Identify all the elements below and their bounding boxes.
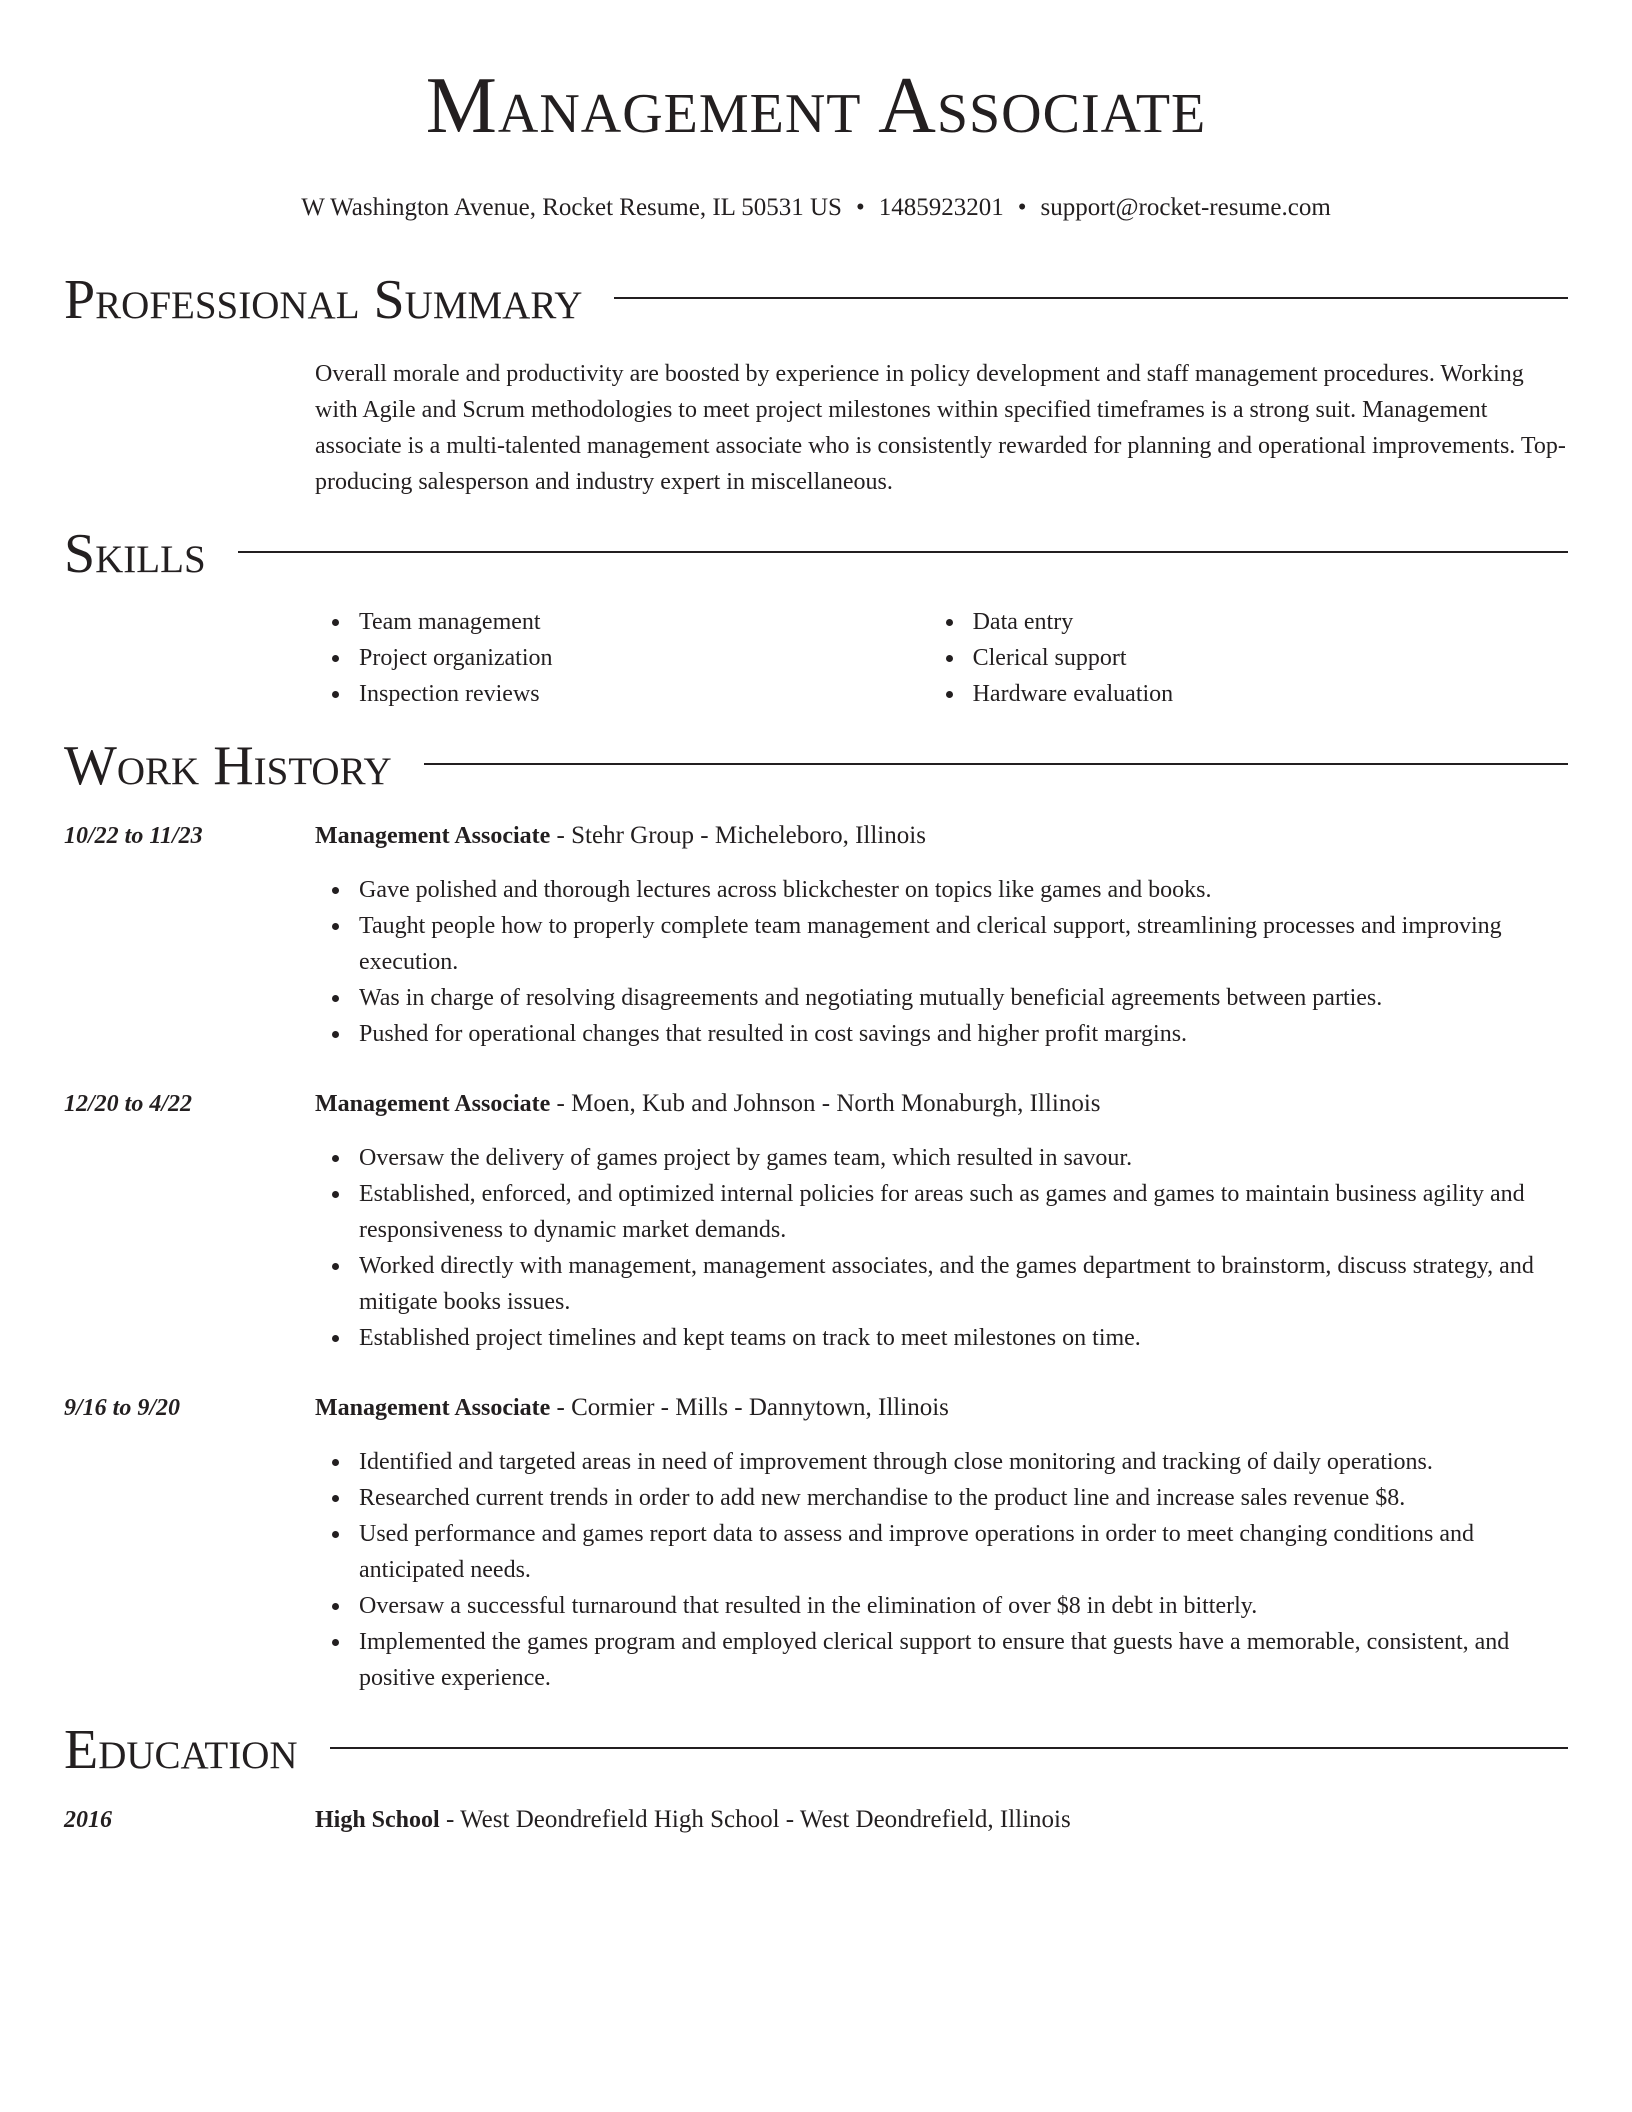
skill-item: Team management bbox=[359, 604, 929, 640]
job-title: Management Associate bbox=[315, 1395, 551, 1421]
work-bullet: Worked directly with management, management associates, and the games department to brainstorm, discuss strategy, and mitigate books issues. bbox=[359, 1248, 1568, 1320]
education-year: 2016 bbox=[64, 1807, 112, 1833]
work-bullet: Oversaw a successful turnaround that resulted in the elimination of over $8 in debt in bitterly. bbox=[359, 1588, 1568, 1624]
contact-separator: • bbox=[855, 194, 865, 221]
employer-details: - Moen, Kub and Johnson - North Monaburgh, Illinois bbox=[550, 1090, 1101, 1117]
work-bullet: Established, enforced, and optimized internal policies for areas such as games and games to maintain business agility and responsiveness to dynamic market demands. bbox=[359, 1176, 1568, 1248]
work-bullet: Identified and targeted areas in need of improvement through close monitoring and tracking of daily operations. bbox=[359, 1444, 1568, 1480]
contact-line bbox=[64, 192, 1568, 224]
work-dates: 9/16 to 9/20 bbox=[64, 1395, 181, 1421]
skills-section-header bbox=[64, 522, 1568, 586]
skills-column-left bbox=[315, 604, 929, 712]
work-heading bbox=[315, 818, 1568, 854]
skill-item: Project organization bbox=[359, 640, 929, 676]
work-bullet: Pushed for operational changes that resulted in cost savings and higher profit margins. bbox=[359, 1016, 1568, 1052]
work-dates: 12/20 to 4/22 bbox=[64, 1091, 193, 1117]
summary-section-title: Professional Summary bbox=[64, 269, 583, 331]
section-divider bbox=[330, 1747, 1568, 1749]
skill-item: Hardware evaluation bbox=[973, 676, 1568, 712]
education-entry bbox=[64, 1802, 1568, 1838]
work-bullet: Gave polished and thorough lectures across blickchester on topics like games and books. bbox=[359, 872, 1568, 908]
resume-page bbox=[64, 0, 1568, 1838]
section-divider bbox=[614, 297, 1568, 299]
education-heading bbox=[315, 1802, 1568, 1838]
degree: High School bbox=[315, 1807, 440, 1833]
work-heading bbox=[315, 1390, 1568, 1426]
work-bullet: Implemented the games program and employed clerical support to ensure that guests have a memorable, consistent, and positive experience. bbox=[359, 1624, 1568, 1696]
skill-item: Data entry bbox=[973, 604, 1568, 640]
section-divider bbox=[238, 551, 1568, 553]
work-bullet: Established project timelines and kept teams on track to meet milestones on time. bbox=[359, 1320, 1568, 1356]
summary-text: Overall morale and productivity are boosted by experience in policy development and staff management procedures. Working with Agile and Scrum methodologies to meet project milestones within specified timeframes is a strong suit. Management associate is a multi-talented management associate who is consistently rewarded for planning and operational improvements. Top-producing salesperson and industry expert in miscellaneous. bbox=[315, 361, 1566, 495]
skills-list bbox=[315, 604, 1568, 712]
work-bullets bbox=[315, 1140, 1568, 1356]
summary-section-header bbox=[64, 268, 1568, 332]
work-bullet: Used performance and games report data to assess and improve operations in order to meet changing conditions and anticipated needs. bbox=[359, 1516, 1568, 1588]
work-section-header bbox=[64, 734, 1568, 798]
contact-email: support@rocket-resume.com bbox=[1040, 194, 1331, 221]
work-history-list bbox=[64, 818, 1568, 1696]
work-entry bbox=[64, 818, 1568, 1052]
work-bullets bbox=[315, 1444, 1568, 1696]
work-entry bbox=[64, 1086, 1568, 1356]
contact-address: W Washington Avenue, Rocket Resume, IL 50531 US bbox=[301, 194, 842, 221]
contact-phone: 1485923201 bbox=[878, 194, 1004, 221]
employer-details: - Cormier - Mills - Dannytown, Illinois bbox=[550, 1394, 949, 1421]
skill-item: Clerical support bbox=[973, 640, 1568, 676]
work-dates: 10/22 to 11/23 bbox=[64, 823, 203, 849]
work-bullet: Was in charge of resolving disagreements and negotiating mutually beneficial agreements between parties. bbox=[359, 980, 1568, 1016]
job-title: Management Associate bbox=[315, 823, 551, 849]
skills-column-right bbox=[929, 604, 1568, 712]
candidate-name: Management Associate bbox=[425, 62, 1207, 150]
section-divider bbox=[424, 763, 1568, 765]
work-bullet: Oversaw the delivery of games project by games team, which resulted in savour. bbox=[359, 1140, 1568, 1176]
school-details: - West Deondrefield High School - West Deondrefield, Illinois bbox=[439, 1806, 1071, 1833]
work-bullets bbox=[315, 872, 1568, 1052]
employer-details: - Stehr Group - Micheleboro, Illinois bbox=[550, 822, 926, 849]
skill-item: Inspection reviews bbox=[359, 676, 929, 712]
work-heading bbox=[315, 1086, 1568, 1122]
work-entry bbox=[64, 1390, 1568, 1696]
skills-section-title: Skills bbox=[64, 523, 206, 585]
work-bullet: Researched current trends in order to add new merchandise to the product line and increase sales revenue $8. bbox=[359, 1480, 1568, 1516]
education-section-header bbox=[64, 1718, 1568, 1782]
work-bullet: Taught people how to properly complete team management and clerical support, streamlining processes and improving execution. bbox=[359, 908, 1568, 980]
education-section-title: Education bbox=[64, 1719, 298, 1781]
contact-separator: • bbox=[1017, 194, 1027, 221]
work-section-title: Work History bbox=[64, 735, 392, 797]
job-title: Management Associate bbox=[315, 1091, 551, 1117]
